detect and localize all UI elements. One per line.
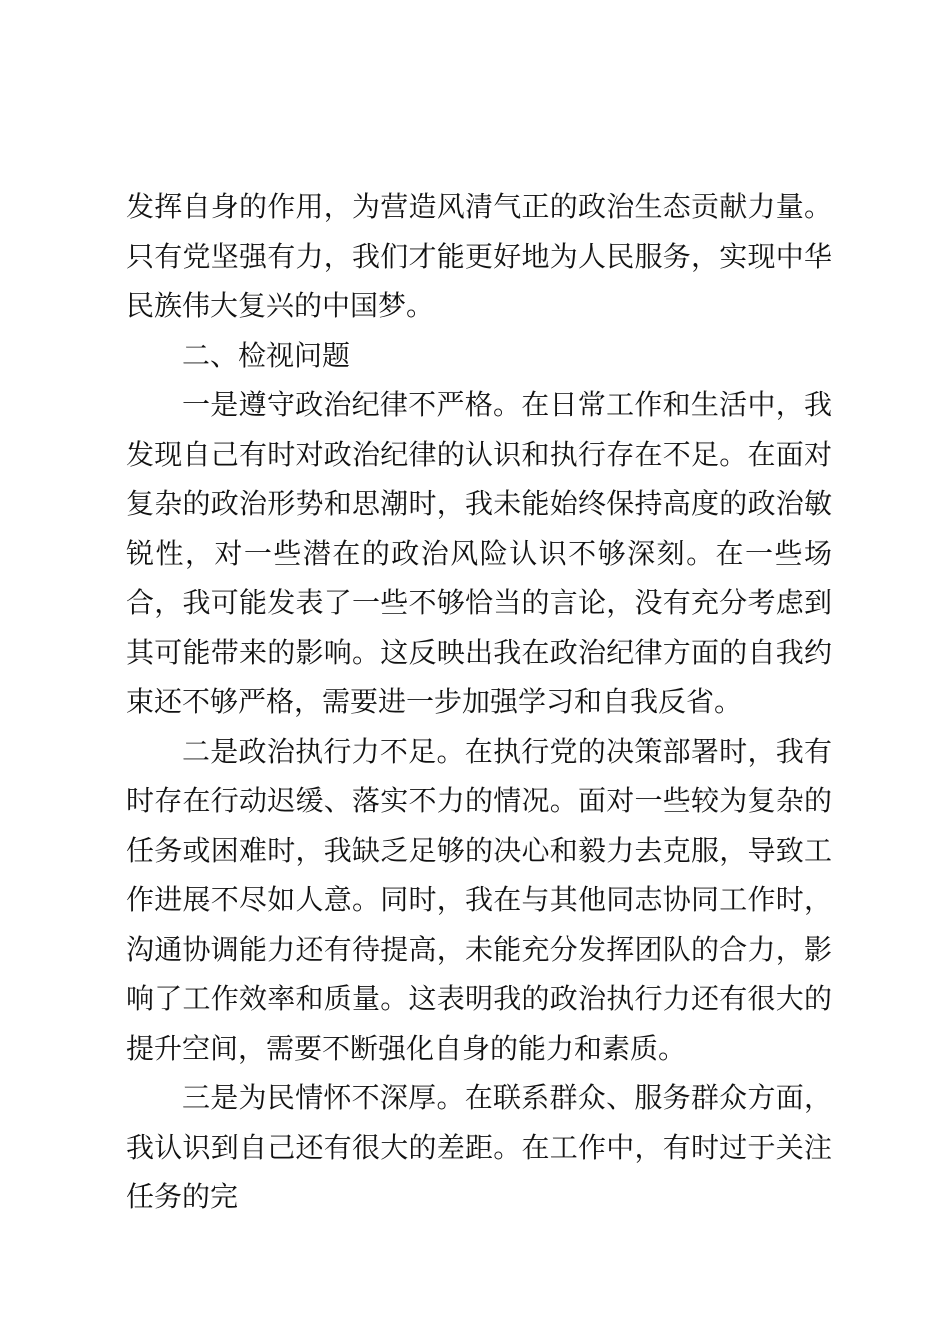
paragraph-political-discipline: 一是遵守政治纪律不严格。在日常工作和生活中，我发现自己有时对政治纪律的认识和执行存在不足。在面对复杂的政治形势和思潮时，我未能始终保持高度的政治敏锐性，对一些潜在的政治风险认识不够深刻。在一些场合，我可能发表了一些不够恰当的言论，没有充分考虑到其可能带来的影响。这反映出我在政治纪律方面的自我约束还不够严格，需要进一步加强学习和自我反省。 — [126, 388, 832, 718]
continuation-paragraph: 发挥自身的作用，为营造风清气正的政治生态贡献力量。只有党坚强有力，我们才能更好地为人民服务，实现中华民族伟大复兴的中国梦。 — [126, 190, 832, 322]
document-body — [126, 182, 832, 1222]
paragraph-people-sentiment: 三是为民情怀不深厚。在联系群众、服务群众方面，我认识到自己还有很大的差距。在工作中，有时过于关注任务的完 — [126, 1081, 832, 1213]
section-heading: 二、检视问题 — [182, 338, 351, 372]
paragraph-political-execution: 二是政治执行力不足。在执行党的决策部署时，我有时存在行动迟缓、落实不力的情况。面对一些较为复杂的任务或困难时，我缺乏足够的决心和毅力去克服，导致工作进展不尽如人意。同时，我在与其他同志协同工作时，沟通协调能力还有待提高，未能充分发挥团队的合力，影响了工作效率和质量。这表明我的政治执行力还有很大的提升空间，需要不断强化自身的能力和素质。 — [126, 734, 832, 1065]
